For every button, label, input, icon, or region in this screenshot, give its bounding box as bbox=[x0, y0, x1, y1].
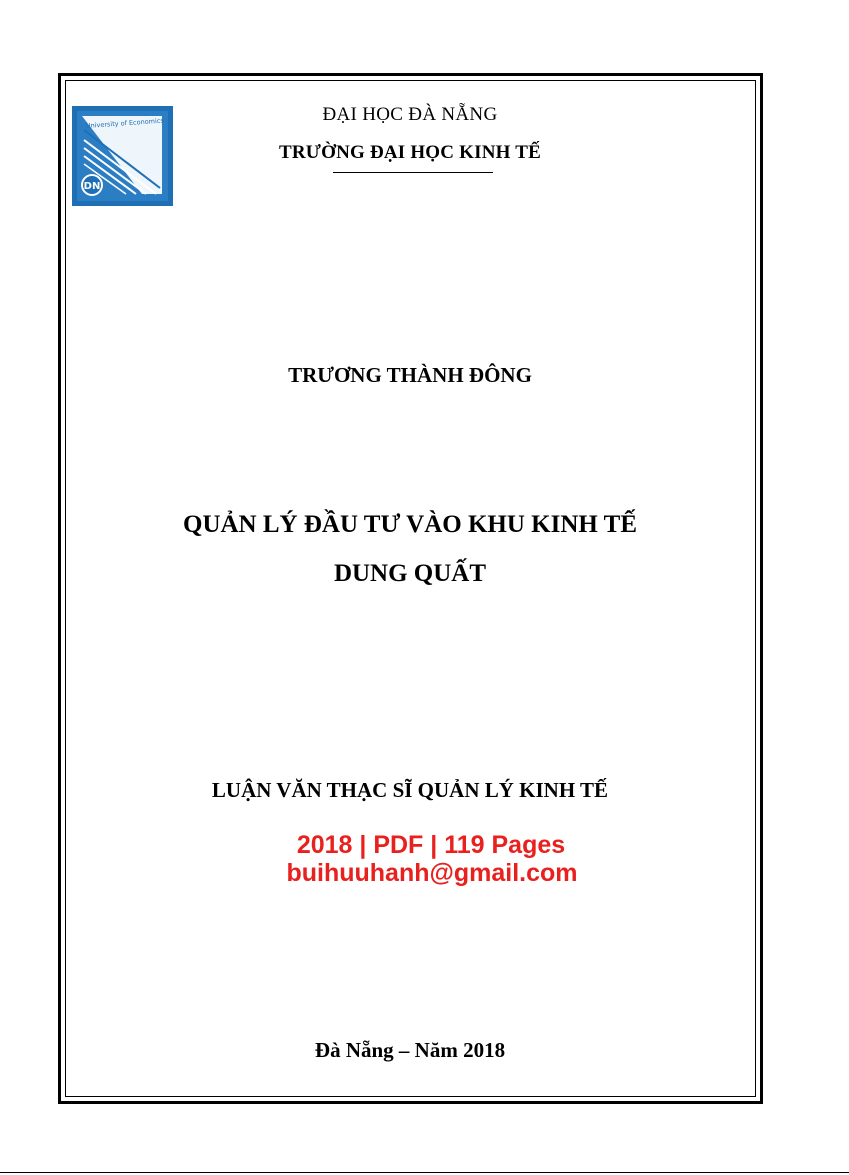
school-name: TRƯỜNG ĐẠI HỌC KINH TẾ bbox=[279, 142, 541, 163]
author-name: TRƯƠNG THÀNH ĐÔNG bbox=[288, 363, 532, 387]
thesis-title-line-2: DUNG QUẤT bbox=[333, 560, 487, 587]
thesis-title-line-1: QUẢN LÝ ĐẦU TƯ VÀO KHU KINH TẾ bbox=[183, 511, 637, 538]
header-underline bbox=[333, 172, 493, 173]
university-name: ĐẠI HỌC ĐÀ NẴNG bbox=[322, 104, 498, 125]
page-bottom-edge bbox=[0, 1172, 849, 1173]
inner-page-border bbox=[65, 80, 756, 1097]
promo-details-line: 2018 | PDF | 119 Pages bbox=[296, 831, 566, 859]
degree-type: LUẬN VĂN THẠC SĨ QUẢN LÝ KINH TẾ bbox=[211, 778, 609, 802]
logo-monogram-text: DN bbox=[83, 181, 101, 192]
logo-university-text: University of Economics bbox=[85, 116, 164, 130]
place-and-year: Đà Nẵng – Năm 2018 bbox=[314, 1038, 506, 1062]
promo-email-line: buihuuhanh@gmail.com bbox=[286, 859, 578, 887]
